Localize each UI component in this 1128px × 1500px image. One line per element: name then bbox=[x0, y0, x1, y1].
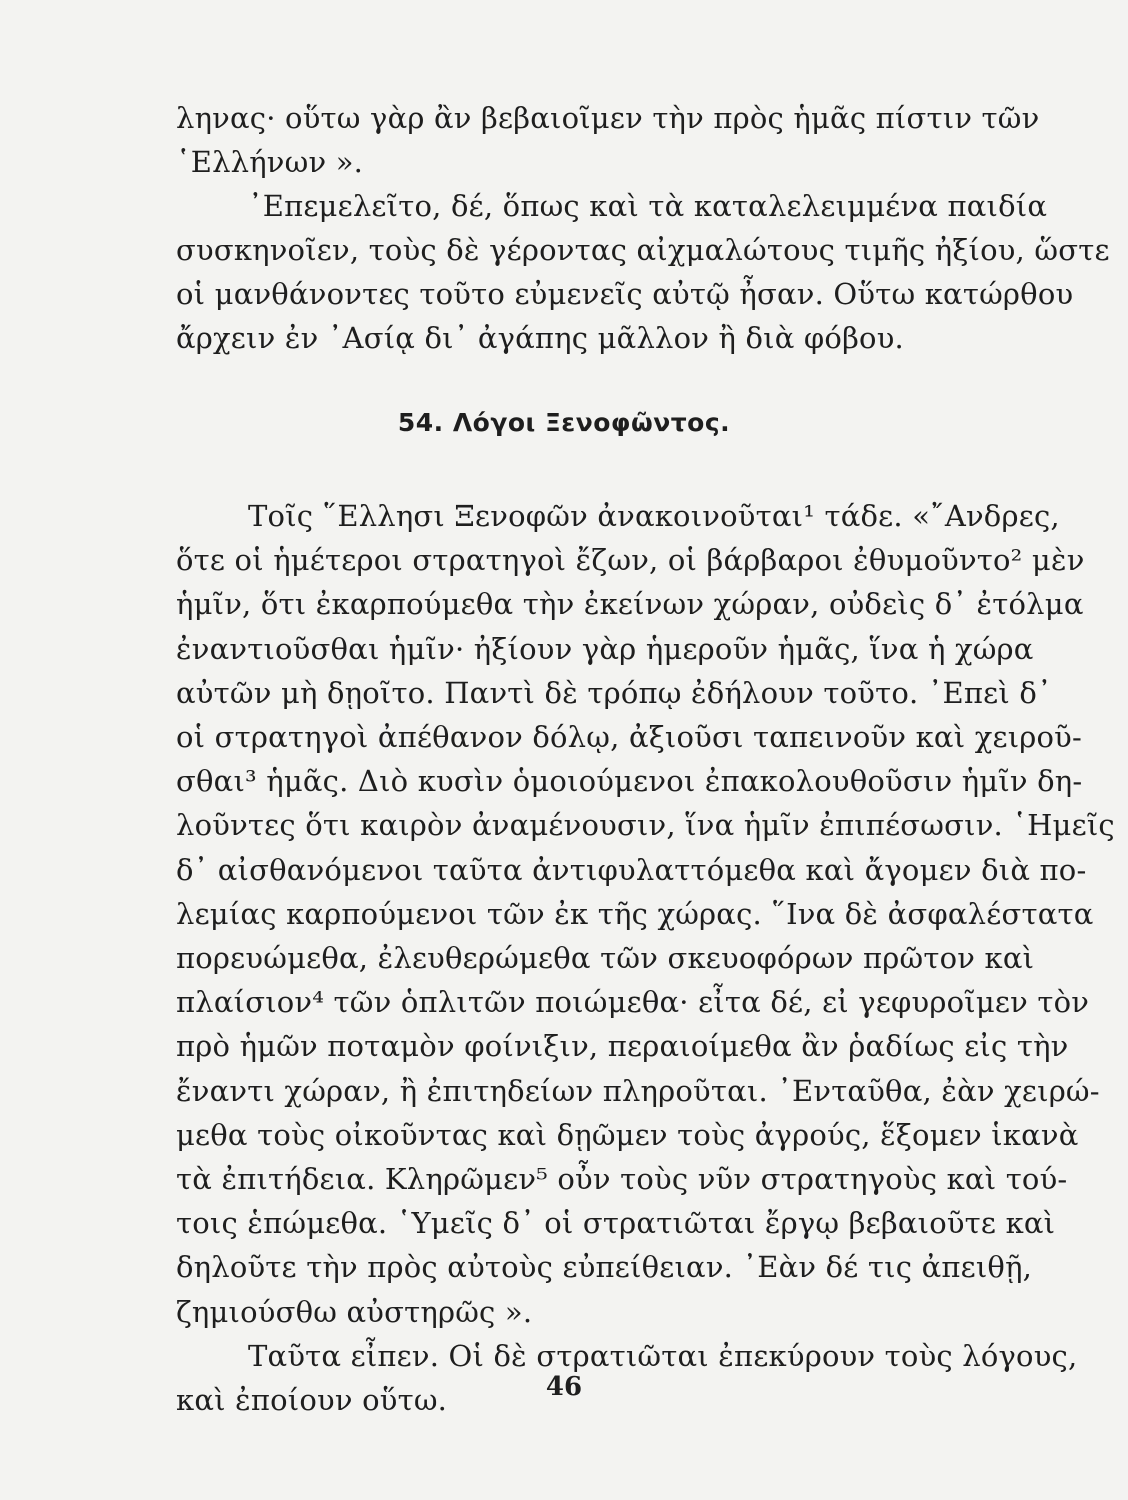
text-line: Ταῦτα εἶπεν. Οἱ δὲ στρατιῶται ἐπεκύρουν τοὺς λόγους, bbox=[248, 1338, 1078, 1373]
text-line: συσκηνοῖεν, τοὺς δὲ γέροντας αἰχμαλώτους τιμῆς ἠξίου, ὥστε bbox=[176, 233, 1110, 267]
text-line: ῾Ελλήνων ». bbox=[176, 145, 364, 179]
text-line: πλαίσιον⁴ τῶν ὁπλιτῶν ποιώμεθα· εἶτα δέ, εἰ γεφυροῖμεν τὸν bbox=[176, 985, 1090, 1020]
text-line: οἱ μανθάνοντες τοῦτο εὐμενεῖς αὐτῷ ἦσαν. Οὕτω κατώρθου bbox=[176, 277, 1074, 311]
text-line: σθαι³ ἡμᾶς. Διὸ κυσὶν ὁμοιούμενοι ἐπακολουθοῦσιν ἡμῖν δη- bbox=[176, 764, 1083, 799]
text-line: ὅτε οἱ ἡμέτεροι στρατηγοὶ ἔζων, οἱ βάρβαροι ἐθυμοῦντο² μὲν bbox=[176, 543, 1085, 578]
page-number: 46 bbox=[545, 1372, 583, 1402]
text-line: μεθα τοὺς οἰκοῦντας καὶ δῃῶμεν τοὺς ἀγρούς, ἕξομεν ἱκανὰ bbox=[176, 1117, 1079, 1152]
text-line: λοῦντες ὅτι καιρὸν ἀναμένουσιν, ἵνα ἡμῖν ἐπιπέσωσιν. ῾Ημεῖς bbox=[176, 808, 1115, 843]
text-line: πορευώμεθα, ἐλευθερώμεθα τῶν σκευοφόρων πρῶτον καὶ bbox=[176, 941, 1035, 975]
text-line: λεμίας καρπούμενοι τῶν ἐκ τῆς χώρας. ῞Ινα δὲ ἀσφαλέστατα bbox=[176, 896, 1094, 931]
text-line: δηλοῦτε τὴν πρὸς αὐτοὺς εὐπείθειαν. ᾿Εὰν δέ τις ἀπειθῇ, bbox=[176, 1250, 1033, 1285]
text-line: οἱ στρατηγοὶ ἀπέθανον δόλῳ, ἀξιοῦσι ταπεινοῦν καὶ χειροῦ- bbox=[176, 720, 1082, 754]
text-line: ζημιούσθω αὐστηρῶς ». bbox=[176, 1294, 533, 1329]
section-heading: 54. Λόγοι Ξενοφῶντος. bbox=[397, 408, 731, 437]
text-line: πρὸ ἡμῶν ποταμὸν φοίνιξιν, περαιοίμεθα ἂν ῥαδίως εἰς τὴν bbox=[176, 1029, 1069, 1064]
text-line: αὐτῶν μὴ δῃοῖτο. Παντὶ δὲ τρόπῳ ἐδήλουν τοῦτο. ᾿Επεὶ δ᾿ bbox=[176, 675, 1052, 710]
text-line: τοις ἑπώμεθα. ῾Υμεῖς δ᾿ οἱ στρατιῶται ἔργῳ βεβαιοῦτε καὶ bbox=[176, 1206, 1056, 1241]
text-line: ἄρχειν ἐν ᾿Ασίᾳ δι᾿ ἀγάπης μᾶλλον ἢ διὰ φόβου. bbox=[176, 321, 904, 355]
text-line: δ᾿ αἰσθανόμενοι ταῦτα ἀντιφυλαττόμεθα καὶ ἄγομεν διὰ πο- bbox=[176, 852, 1087, 887]
text-line: ᾿Επεμελεῖτο, δέ, ὅπως καὶ τὰ καταλελειμμένα παιδία bbox=[248, 189, 1048, 223]
text-line: ἐναντιοῦσθαι ἡμῖν· ἠξίουν γὰρ ἡμεροῦν ἡμᾶς, ἵνα ἡ χώρα bbox=[176, 631, 1034, 666]
text-line: τὰ ἐπιτήδεια. Κληρῶμεν⁵ οὖν τοὺς νῦν στρατηγοὺς καὶ τού- bbox=[176, 1162, 1068, 1196]
text-line: ἡμῖν, ὅτι ἐκαρπούμεθα τὴν ἐκείνων χώραν, οὐδεὶς δ᾿ ἐτόλμα bbox=[176, 587, 1084, 622]
text-line: ληνας· οὕτω γὰρ ἂν βεβαιοῖμεν τὴν πρὸς ἡμᾶς πίστιν τῶν bbox=[176, 101, 1040, 135]
text-line: Τοῖς ῞Ελλησι Ξενοφῶν ἀνακοινοῦται¹ τάδε. «῎Ανδρες, bbox=[248, 499, 1060, 533]
text-line: ἔναντι χώραν, ἢ ἐπιτηδείων πληροῦται. ᾿Ενταῦθα, ἐὰν χειρώ- bbox=[176, 1073, 1100, 1108]
text-line: καὶ ἐποίουν οὕτω. bbox=[176, 1383, 448, 1417]
